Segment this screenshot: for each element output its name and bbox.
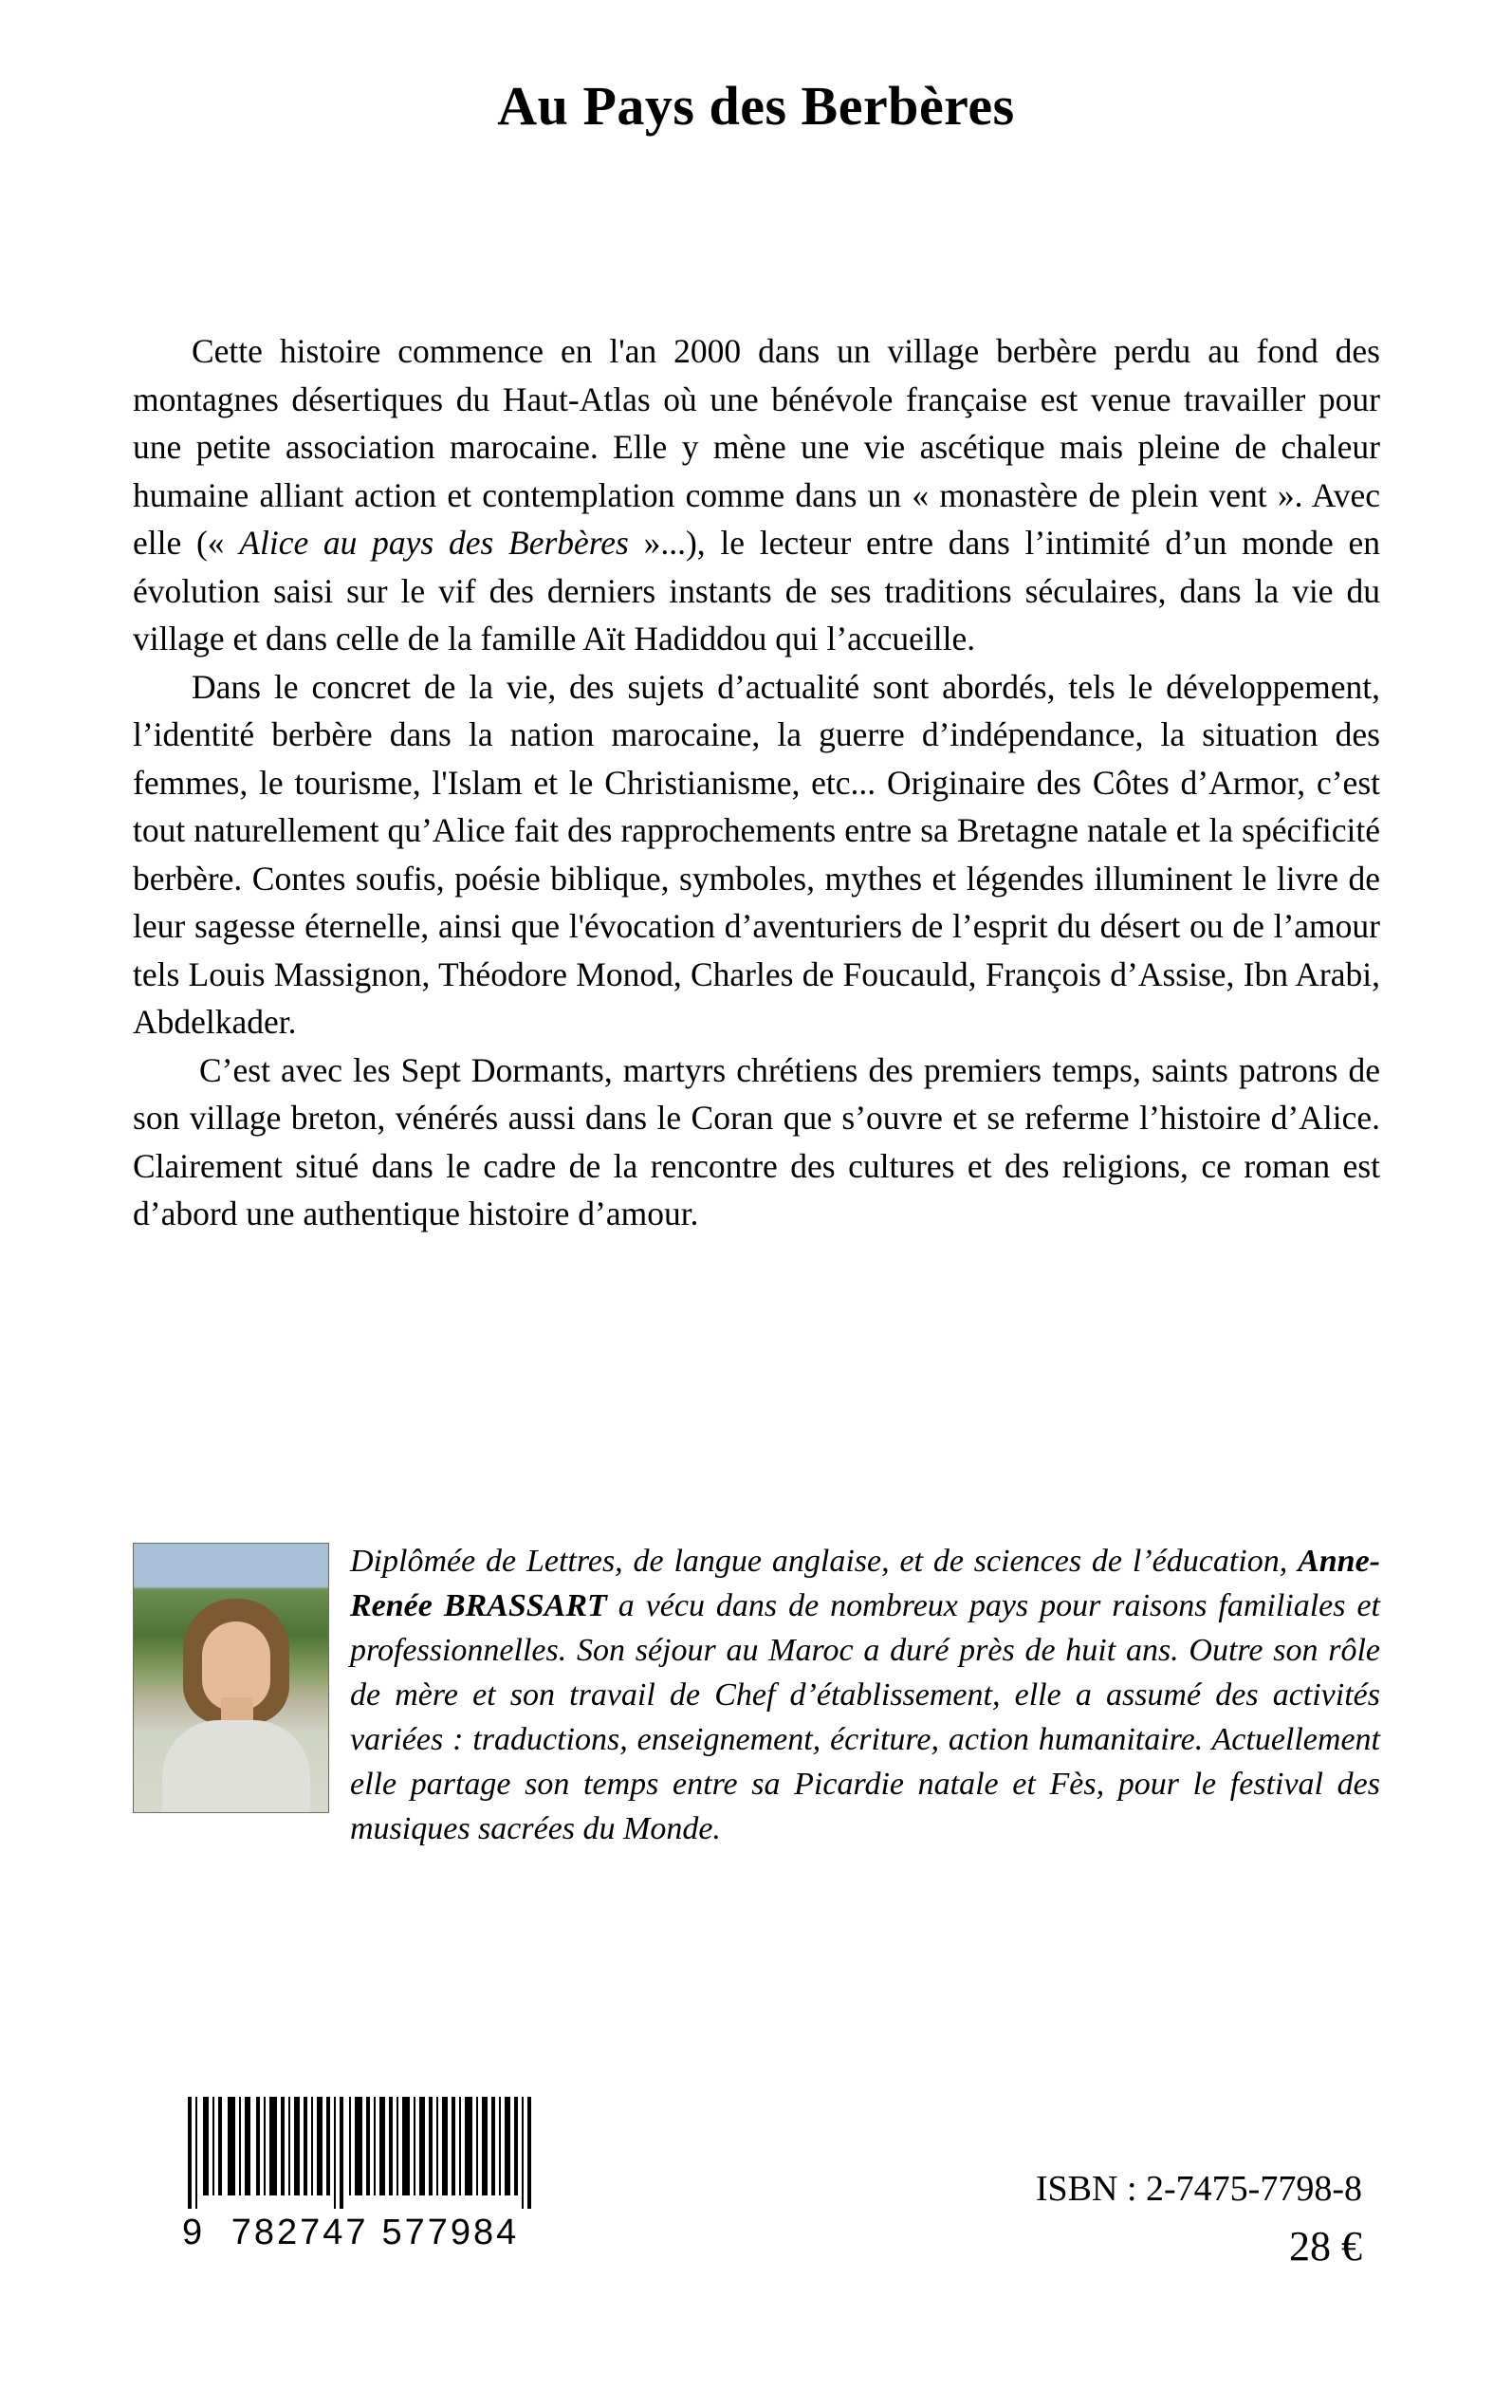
blurb-paragraph-1: Cette histoire commence en l'an 2000 dans un village berbère perdu au fond des montagnes désertiques du Haut-Atlas où une bénévole française est venue travailler pour une petite association marocaine. Elle y mène une vie ascétique mais pleine de chaleur humaine alliant action et contemplation comme dans un « monastère de plein vent ». Avec elle (« Alice au pays des Berbères »...), le lecteur entre dans l’intimité d’un monde en évolution saisi sur le vif des derniers instants de ses traditions séculaires, dans la vie du village et dans celle de la famille Aït Hadiddou qui l’accueille. [133, 332, 1381, 658]
price-label: 28 € [1289, 2223, 1362, 2269]
portrait-body-shape [162, 1720, 310, 1813]
author-photo [133, 1543, 329, 1813]
bio-before-name: Diplômée de Lettres, de langue anglaise, et de sciences de l’éducation, [350, 1544, 1299, 1579]
author-bio-block [133, 1539, 1380, 1851]
barcode-group-left: 782747 [230, 2213, 369, 2252]
barcode-lead-digit: 9 [182, 2213, 206, 2252]
blurb-text [133, 327, 1380, 1238]
isbn-label: ISBN : 2-7475-7798-8 [1035, 2169, 1362, 2209]
barcode-group-right: 577984 [381, 2213, 520, 2252]
blurb-paragraph-3: C’est avec les Sept Dormants, martyrs chrétiens des premiers temps, saints patrons de son village breton, vénérés aussi dans le Coran que s’ouvre et se referme l’histoire d’Alice. Clairement situé dans le cadre de la rencontre des cultures et des religions, ce roman est d’abord une authentique histoire d’amour. [133, 1050, 1380, 1232]
bio-after-name: a vécu dans de nombreux pays pour raisons familiales et professionnelles. Son séjour au Maroc a duré près de huit ans. Outre son rôle de mère et son travail de Chef d’établissement, elle a assumé des activités variées : traductions, enseignement, écriture, action humanitaire. Actuellement elle partage son temps entre sa Picardie natale et Fès, pour le festival des musiques sacrées du Monde. [350, 1588, 1380, 1846]
author-name: Anne-Renée BRASSART [350, 1544, 1380, 1623]
page-title: Au Pays des Berbères [497, 75, 1015, 137]
barcode-digits [182, 2213, 562, 2253]
barcode [182, 2093, 562, 2253]
barcode-bars-icon [182, 2093, 562, 2214]
blurb-paragraph-2: Dans le concret de la vie, des sujets d’actualité sont abordés, tels le développement, l’identité berbère dans la nation marocaine, la guerre d’indépendance, la situation des femmes, le tourisme, l'Islam et le Christianisme, etc... Originaire des Côtes d’Armor, c’est tout naturellement qu’Alice fait des rapprochements entre sa Bretagne natale et la spécificité berbère. Contes soufis, poésie biblique, symboles, mythes et légendes illuminent le livre de leur sagesse éternelle, ainsi que l'évocation d’aventuriers de l’esprit du désert ou de l’amour tels Louis Massignon, Théodore Monod, Charles de Foucauld, François d’Assise, Ibn Arabi, Abdelkader. [133, 667, 1380, 1041]
blurb-italic-fragment: Alice au pays des Berbères [239, 524, 629, 562]
